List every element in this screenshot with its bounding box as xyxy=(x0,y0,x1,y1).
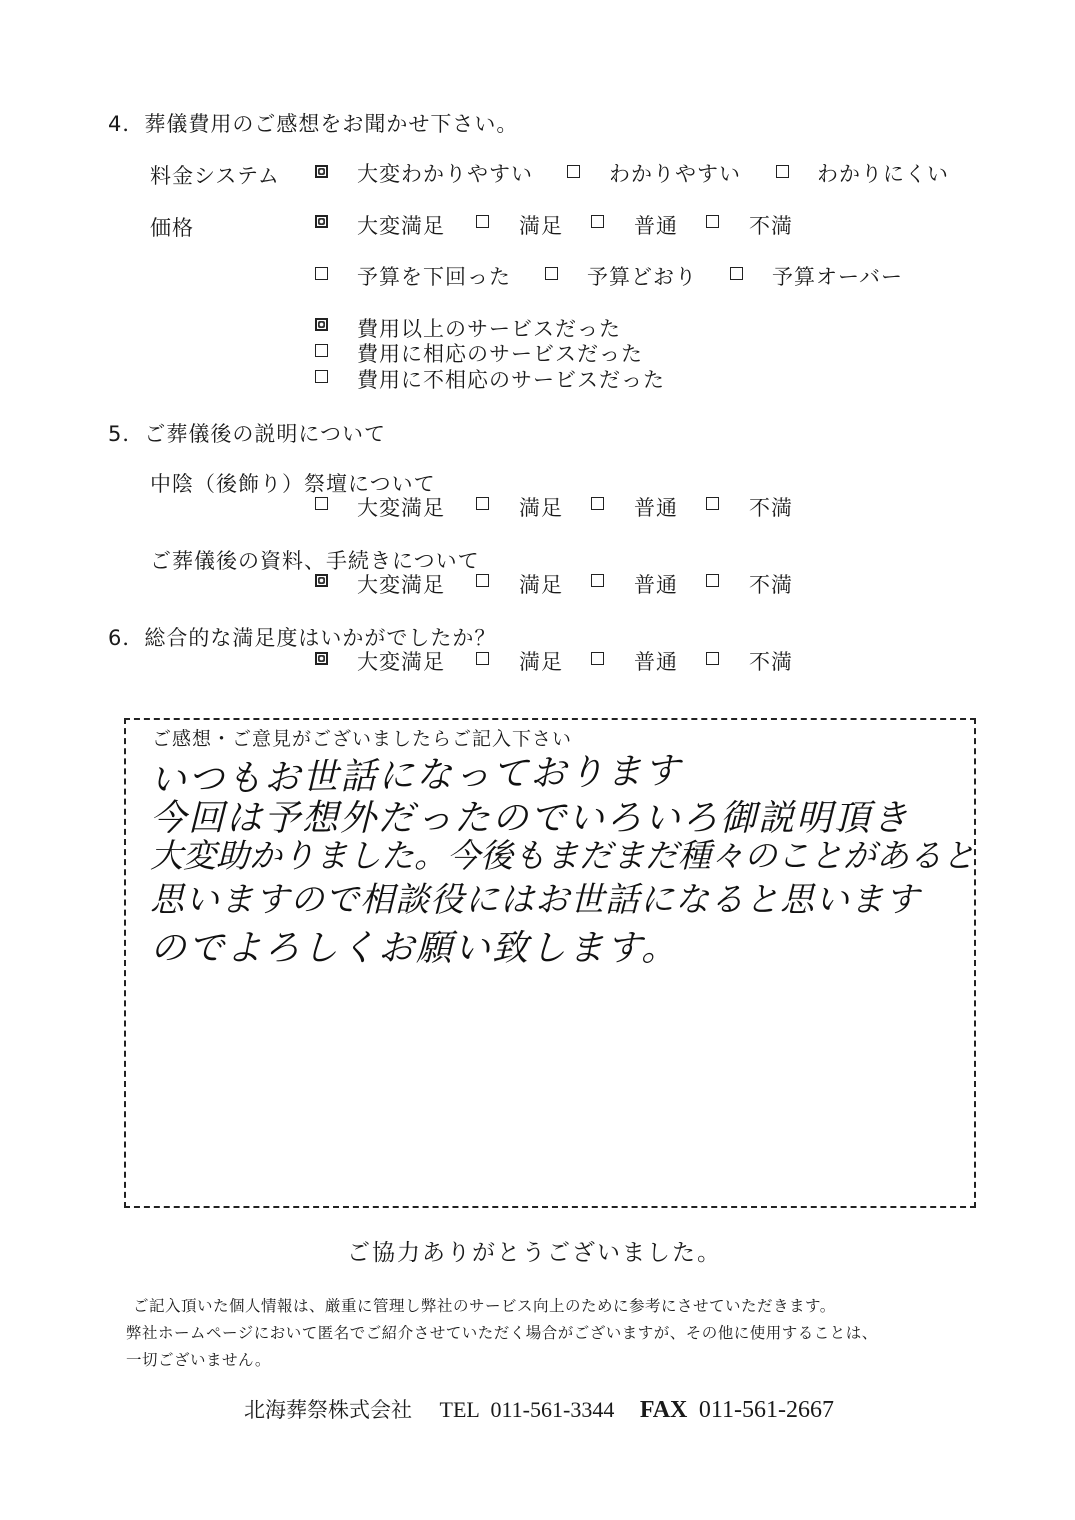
footer xyxy=(244,1394,834,1424)
q5-title: 5．ご葬儀後の説明について xyxy=(108,422,386,446)
option-overall-normal: 普通 xyxy=(634,650,678,674)
checkbox-on-budget[interactable] xyxy=(545,267,558,280)
option-price-normal: 普通 xyxy=(634,214,678,238)
q5-sub1-label: 中陰（後飾り）祭壇について xyxy=(150,472,436,496)
option-docs-normal: 普通 xyxy=(634,573,678,597)
option-under-budget: 予算を下回った xyxy=(357,265,511,289)
option-altar-dissatisfied: 不満 xyxy=(749,496,793,520)
checkbox-overall-satisfied[interactable] xyxy=(476,652,489,665)
option-over-budget: 予算オーバー xyxy=(772,265,903,289)
checkbox-over-budget[interactable] xyxy=(730,267,743,280)
handwritten-line-3: 大変助かりました。今後もまだまだ種々のことがあると xyxy=(150,836,975,875)
fax-number: 011-561-2667 xyxy=(698,1397,834,1423)
option-altar-very-satisfied: 大変満足 xyxy=(357,496,445,520)
q4-row2-label: 価格 xyxy=(150,216,194,240)
checkbox-under-budget[interactable] xyxy=(315,267,328,280)
checkbox-below-cost[interactable] xyxy=(315,370,328,383)
checkbox-altar-normal[interactable] xyxy=(591,497,604,510)
comment-label: ご感想・ご意見がございましたらご記入下さい xyxy=(152,728,573,750)
checkbox-docs-satisfied[interactable] xyxy=(476,574,489,587)
option-docs-dissatisfied: 不満 xyxy=(749,573,793,597)
q5-sub2-label: ご葬儀後の資料、手続きについて xyxy=(150,549,480,573)
checkbox-docs-very-satisfied[interactable] xyxy=(315,574,328,587)
checkbox-easy[interactable] xyxy=(567,165,580,178)
option-docs-very-satisfied: 大変満足 xyxy=(357,573,445,597)
checkbox-above-cost[interactable] xyxy=(315,318,328,331)
privacy-note-line-2: 弊社ホームページにおいて匿名でご紹介させていただく場合がございますが、その他に使用することは、 xyxy=(126,1324,878,1342)
checkbox-altar-dissatisfied[interactable] xyxy=(706,497,719,510)
checkbox-very-easy[interactable] xyxy=(315,165,328,178)
tel-label: TEL xyxy=(439,1397,479,1422)
checkbox-altar-very-satisfied[interactable] xyxy=(315,497,328,510)
checkbox-overall-very-satisfied[interactable] xyxy=(315,652,328,665)
handwritten-line-5: のでよろしくお願い致します。 xyxy=(150,928,680,969)
option-price-satisfied: 満足 xyxy=(519,214,563,238)
option-on-budget: 予算どおり xyxy=(587,265,697,289)
handwritten-line-1: いつもお世話になっております xyxy=(149,750,683,801)
privacy-note-line-3: 一切ございません。 xyxy=(126,1351,271,1369)
q6-title: 6．総合的な満足度はいかがでしたか？ xyxy=(108,626,497,650)
checkbox-hard[interactable] xyxy=(776,165,789,178)
option-altar-normal: 普通 xyxy=(634,496,678,520)
q4-row1-label: 料金システム xyxy=(150,164,280,188)
option-below-cost: 費用に不相応のサービスだった xyxy=(357,368,665,392)
thanks-message: ご協力ありがとうございました。 xyxy=(347,1240,722,1266)
checkbox-match-cost[interactable] xyxy=(315,344,328,357)
checkbox-docs-normal[interactable] xyxy=(591,574,604,587)
fax-label: FAX xyxy=(639,1397,688,1423)
option-docs-satisfied: 満足 xyxy=(519,573,563,597)
checkbox-price-dissatisfied[interactable] xyxy=(706,215,719,228)
option-price-dissatisfied: 不満 xyxy=(749,214,793,238)
option-altar-satisfied: 満足 xyxy=(519,496,563,520)
option-very-easy: 大変わかりやすい xyxy=(357,162,533,186)
checkbox-overall-normal[interactable] xyxy=(591,652,604,665)
company-name: 北海葬祭株式会社 xyxy=(244,1398,412,1422)
checkbox-altar-satisfied[interactable] xyxy=(476,497,489,510)
option-price-very-satisfied: 大変満足 xyxy=(357,214,445,238)
option-match-cost: 費用に相応のサービスだった xyxy=(357,342,643,366)
option-overall-dissatisfied: 不満 xyxy=(749,650,793,674)
privacy-note-line-1: ご記入頂いた個人情報は、厳重に管理し弊社のサービス向上のために参考にさせていただきます。 xyxy=(133,1297,836,1315)
handwritten-line-4: 思いますので相談役にはお世話になると思います xyxy=(150,880,920,920)
handwritten-line-2: 今回は予想外だったのでいろいろ御説明頂き xyxy=(150,798,911,839)
checkbox-price-satisfied[interactable] xyxy=(476,215,489,228)
option-above-cost: 費用以上のサービスだった xyxy=(357,317,621,341)
checkbox-price-very-satisfied[interactable] xyxy=(315,215,328,228)
checkbox-docs-dissatisfied[interactable] xyxy=(706,574,719,587)
tel-number: 011-561-3344 xyxy=(490,1397,615,1422)
checkbox-price-normal[interactable] xyxy=(591,215,604,228)
option-overall-very-satisfied: 大変満足 xyxy=(357,650,445,674)
checkbox-overall-dissatisfied[interactable] xyxy=(706,652,719,665)
q4-title: 4．葬儀費用のご感想をお聞かせ下さい。 xyxy=(108,112,519,136)
option-easy: わかりやすい xyxy=(609,162,741,186)
option-overall-satisfied: 満足 xyxy=(519,650,563,674)
option-hard: わかりにくい xyxy=(817,162,949,186)
